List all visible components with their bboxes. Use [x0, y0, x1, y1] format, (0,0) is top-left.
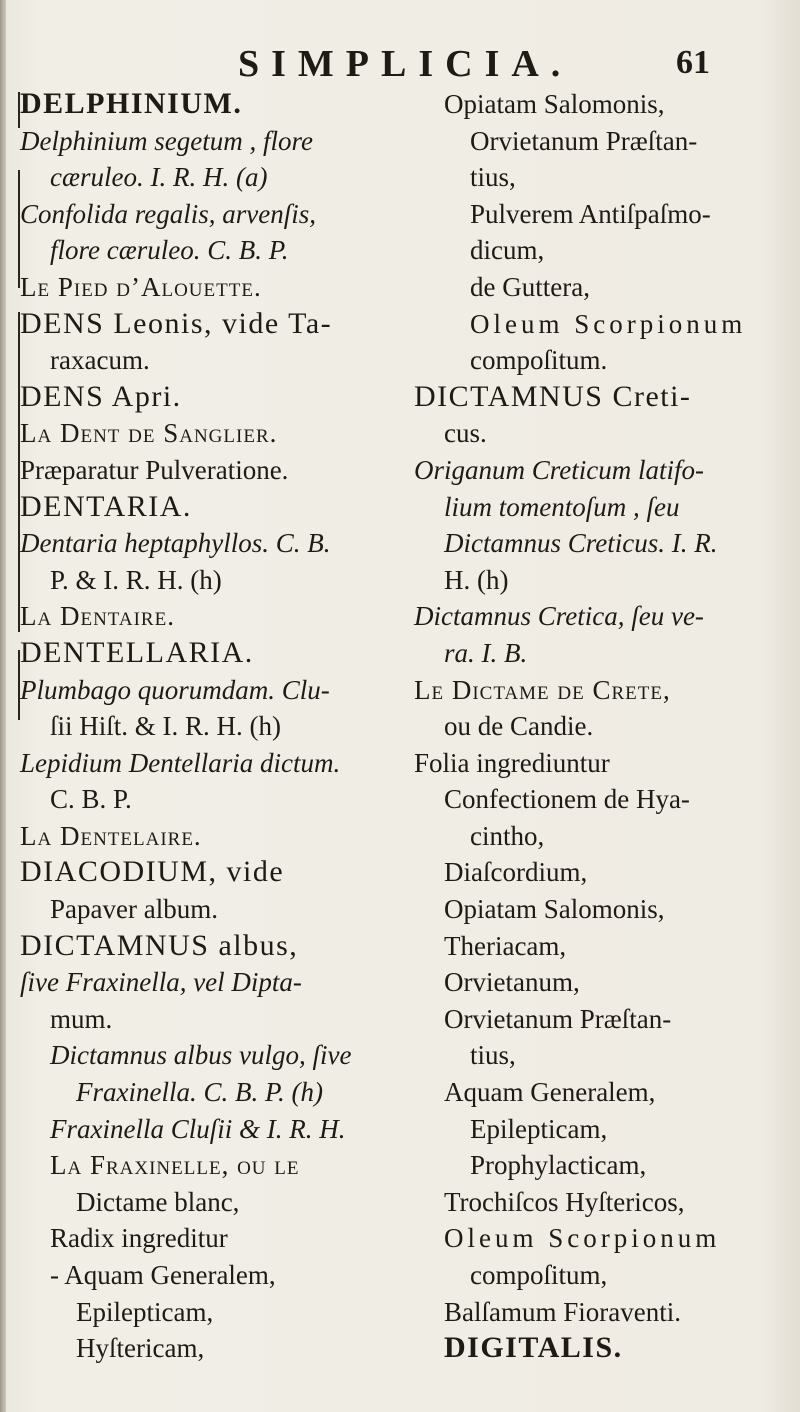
left-column-line: Hyſtericam, — [76, 1333, 205, 1364]
left-column-line: flore cæruleo. C. B. P. — [50, 235, 289, 266]
left-column-line: Præparatur Pulveratione. — [20, 454, 289, 485]
right-column-line: Balſamum Fioraventi. — [444, 1296, 681, 1327]
left-column — [20, 86, 400, 1367]
right-column-line: lium tomentoſum , ſeu — [444, 491, 680, 522]
left-column-line: DICTAMNUS albus, — [20, 928, 299, 962]
left-column-line: La Dentelaire. — [20, 820, 202, 851]
left-column-line: Lepidium Dentellaria dictum. — [20, 747, 341, 778]
left-column-line: Delphinium segetum , flore — [20, 125, 313, 156]
page-binding-edge — [0, 0, 6, 1412]
left-column-line: Epilepticam, — [76, 1296, 214, 1327]
right-column-line: Pulverem Antiſpaſmo- — [470, 198, 711, 229]
page-header — [0, 42, 800, 85]
left-column-line: La Dentaire. — [20, 601, 175, 632]
right-column-line: Folia ingrediuntur — [414, 747, 610, 778]
left-column-line: DELPHINIUM. — [20, 87, 243, 120]
left-column-line: mum. — [50, 1003, 113, 1034]
right-column-line: cus. — [444, 418, 487, 449]
left-column-line: cæruleo. I. R. H. (a) — [50, 162, 268, 193]
right-column-line: Opiatam Salomonis, — [444, 894, 665, 925]
right-column-line: Oleum Scorpionum — [470, 308, 747, 339]
left-column-line: raxacum. — [50, 345, 150, 376]
right-column-line: tius, — [470, 162, 516, 193]
left-column-line: Plumbago quorumdam. Clu- — [20, 674, 330, 705]
left-column-line: DENTELLARIA. — [20, 635, 254, 669]
left-column-line: La Dent de Sanglier. — [20, 418, 278, 449]
left-column-line: DENTARIA. — [20, 489, 192, 523]
right-column-line: H. (h) — [444, 564, 509, 595]
right-column-line: DICTAMNUS Creti- — [414, 379, 692, 413]
right-column-line: Origanum Creticum latifo- — [414, 454, 704, 485]
right-column-line: Prophylacticam, — [470, 1150, 647, 1181]
right-column — [414, 86, 786, 1367]
right-column-line: Confectionem de Hya- — [444, 784, 690, 815]
left-column-line: Radix ingreditur — [50, 1223, 228, 1254]
left-column-line: La Fraxinelle, ou le — [50, 1150, 300, 1181]
right-column-line: Epilepticam, — [470, 1113, 608, 1144]
left-column-line: Dictamnus albus vulgo, ſive — [50, 1040, 352, 1071]
left-column-line: Dictame blanc, — [76, 1186, 240, 1217]
left-column-line: Fraxinella. C. B. P. (h) — [76, 1077, 323, 1108]
right-column-line: Opiatam Salomonis, — [444, 89, 665, 119]
right-column-line: Theriacam, — [444, 930, 567, 961]
right-column-line: tius, — [470, 1040, 516, 1071]
right-column-line: compoſitum, — [470, 1260, 608, 1290]
left-column-line: ſive Fraxinella, vel Dipta- — [20, 967, 302, 998]
right-column-line: Orvietanum Præſtan- — [470, 125, 698, 156]
left-column-line: ſii Hiſt. & I. R. H. (h) — [50, 711, 281, 742]
left-column-line: - Aquam Generalem, — [50, 1260, 276, 1290]
left-column-line: Fraxinella Cluſii & I. R. H. — [50, 1113, 346, 1144]
left-column-line: Dentaria heptaphyllos. C. B. — [20, 528, 331, 559]
right-column-line: Trochiſcos Hyſtericos, — [444, 1186, 685, 1217]
left-column-line: Le Pied d’Alouette. — [20, 271, 262, 302]
right-column-line: Dictamnus Creticus. I. R. — [444, 528, 718, 559]
right-column-line: de Guttera, — [470, 271, 590, 302]
right-column-line: DIGITALIS. — [444, 1331, 623, 1365]
right-column-line: dicum, — [470, 235, 545, 266]
right-column-line: Dictamnus Cretica, ſeu ve- — [414, 601, 704, 632]
running-head: SIMPLICIA. — [238, 43, 573, 85]
right-column-line: Aquam Generalem, — [444, 1077, 656, 1108]
left-column-line: DENS Apri. — [20, 379, 182, 413]
right-column-line: Orvietanum, — [444, 967, 580, 998]
right-column-line: ou de Candie. — [444, 711, 594, 742]
right-column-line: Oleum Scorpionum — [444, 1223, 721, 1254]
right-column-line: Le Dictame de Crete, — [414, 674, 671, 705]
right-column-line: Diaſcordium, — [444, 857, 588, 888]
left-column-line: Confolida regalis, arvenſis, — [20, 198, 316, 229]
left-column-line: DENS Leonis, vide Ta- — [20, 306, 333, 340]
right-column-line: cintho, — [470, 820, 545, 851]
left-column-line: C. B. P. — [50, 784, 132, 815]
left-column-line: Papaver album. — [50, 894, 218, 925]
page-number: 61 — [676, 44, 710, 81]
right-column-line: compoſitum. — [470, 345, 608, 376]
left-column-line: P. & I. R. H. (h) — [50, 564, 222, 595]
left-column-line: DIACODIUM, vide — [20, 855, 285, 889]
right-column-line: ra. I. B. — [444, 637, 528, 668]
right-column-line: Orvietanum Præſtan- — [444, 1003, 672, 1034]
